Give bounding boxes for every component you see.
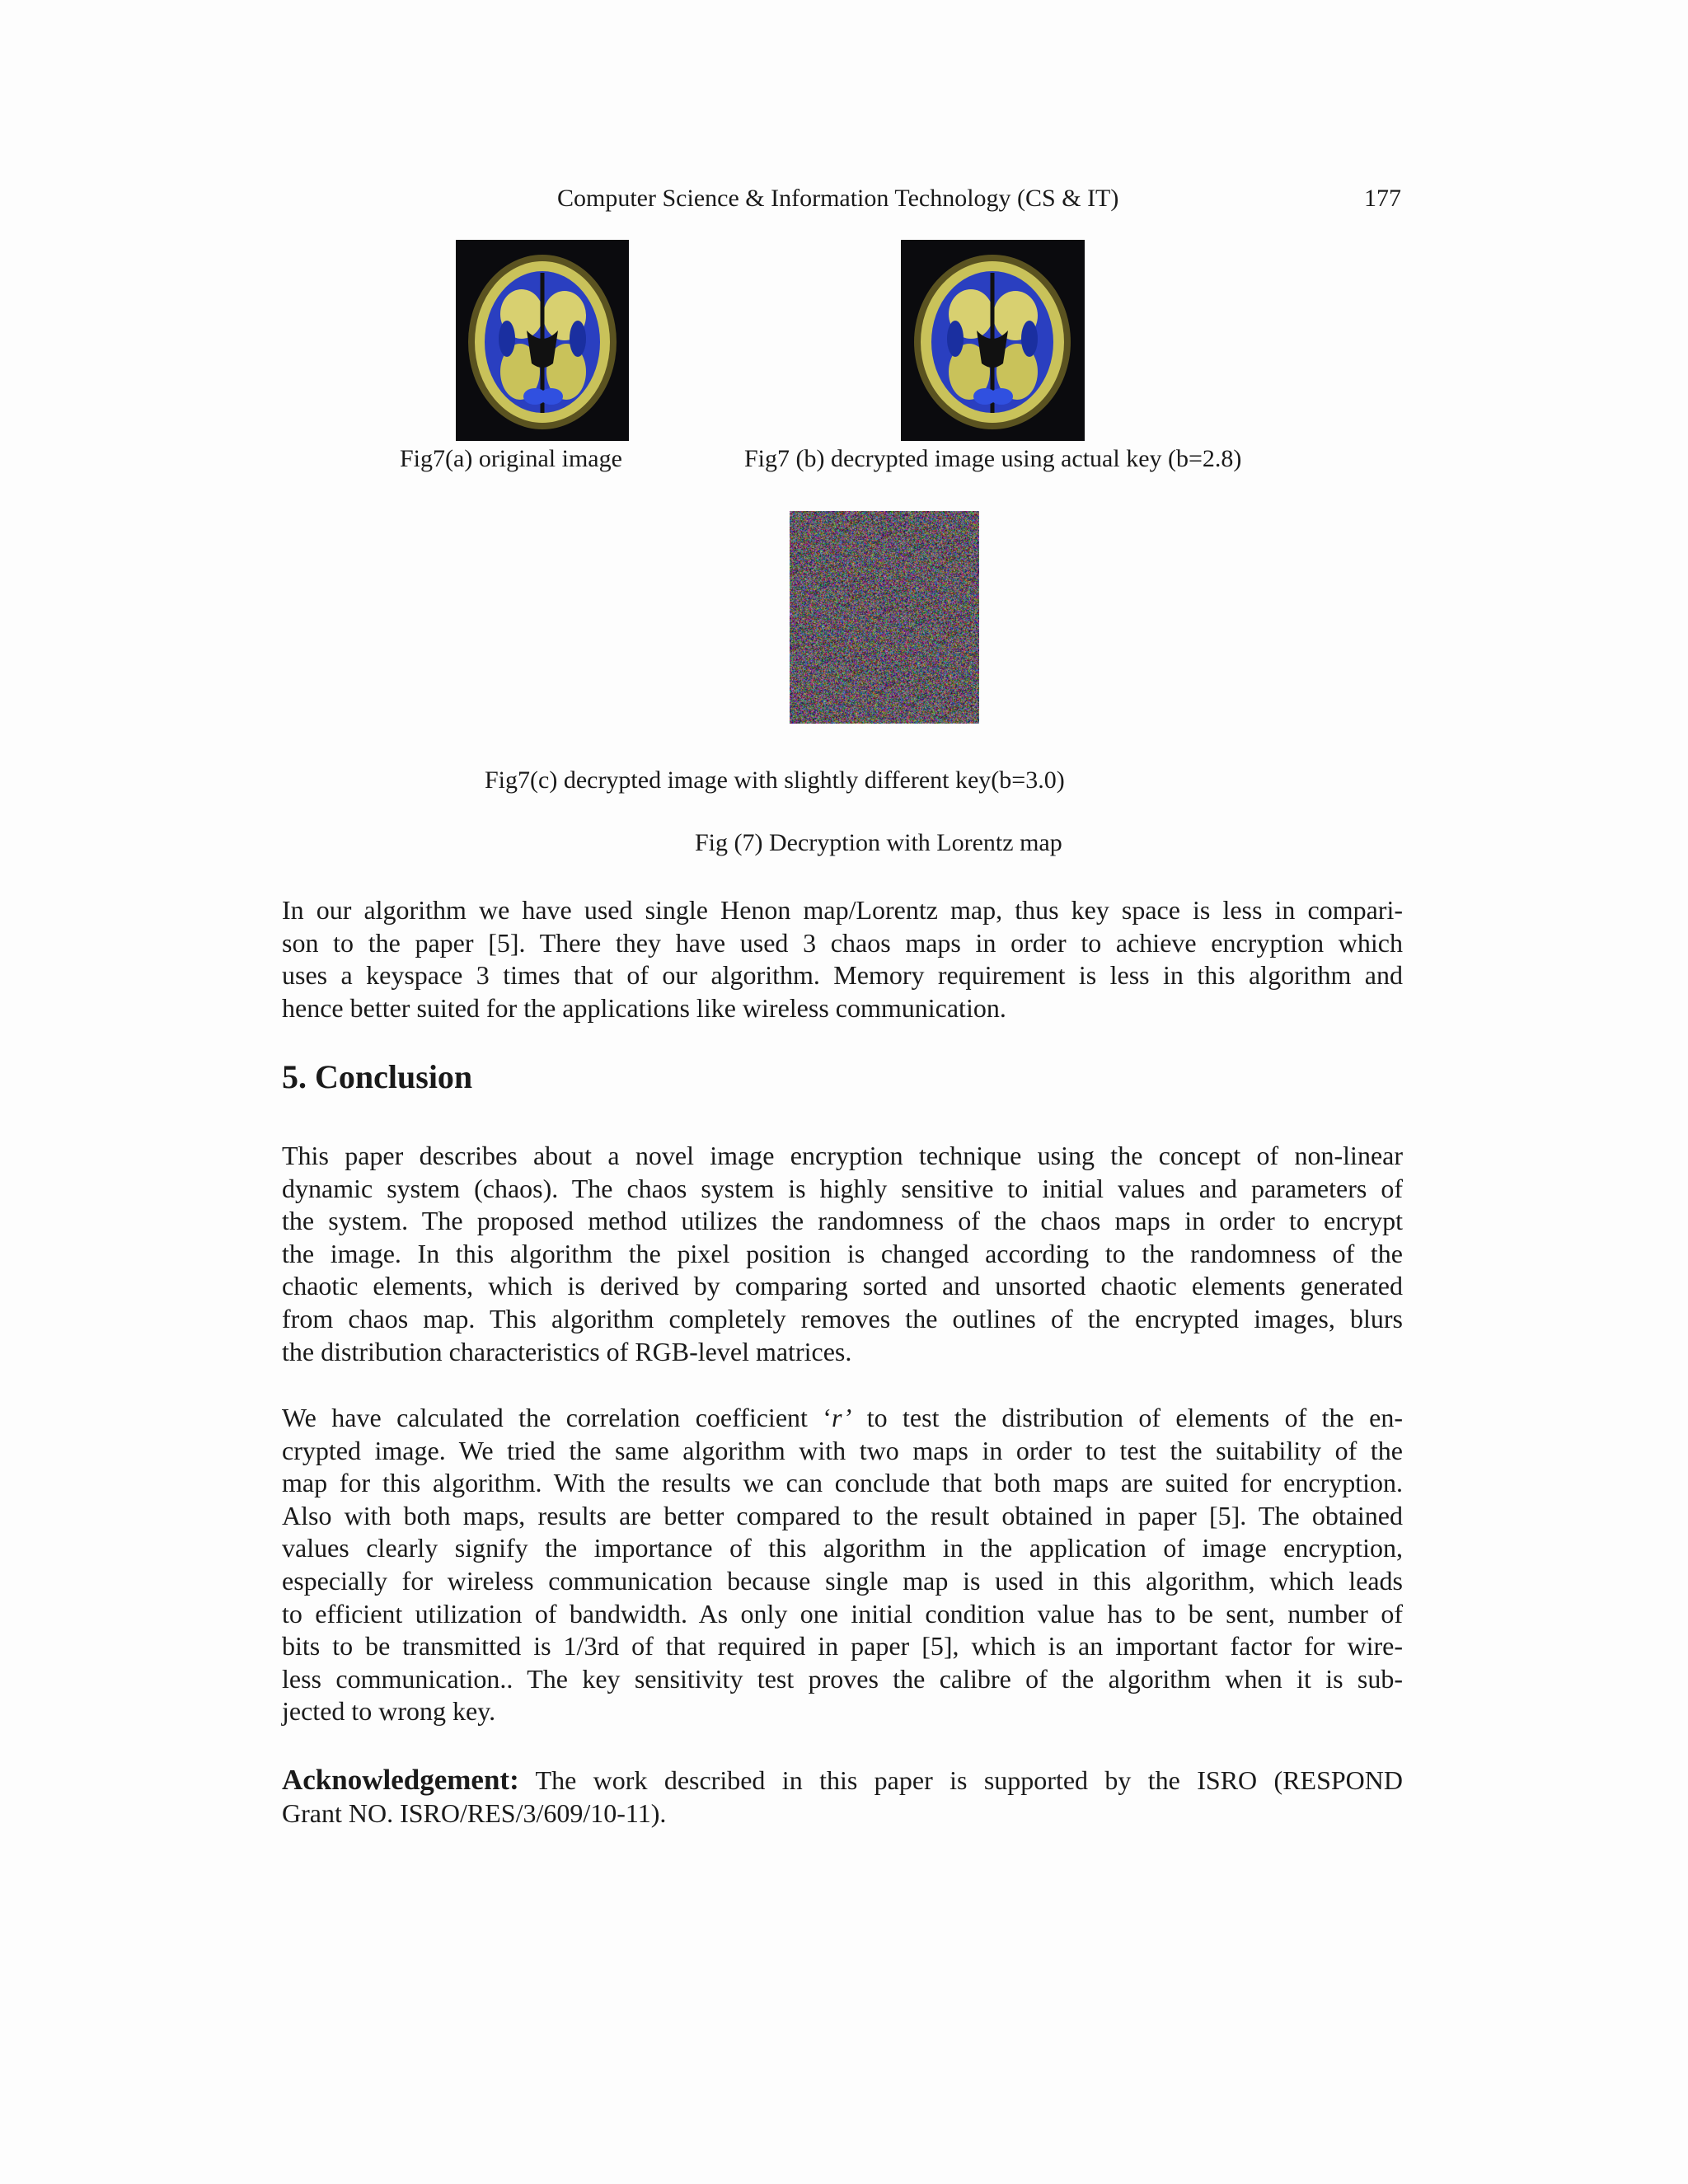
conclusion-paragraph-1 [282,1140,1403,1368]
section-heading: 5. Conclusion [282,1058,473,1095]
acknowledgement-heading: Acknowledgement: [282,1764,519,1796]
paragraph-line: hence better suited for the applications like wireless communication. [282,992,1006,1023]
line-text: We have calculated the correlation coefficient ‘ [282,1403,832,1432]
paragraph-line: map for this algorithm. With the results we can conclude that both maps are suited for encryption. [282,1468,1403,1498]
paragraph-line: Also with both maps, results are better compared to the result obtained in paper [5]. The obtained [282,1500,1403,1530]
paragraph-line: crypted image. We tried the same algorithm with two maps in order to test the suitability of the [282,1435,1403,1465]
fig7b-caption: Fig7 (b) decrypted image using actual key (b=2.8) [744,445,1242,472]
paragraph-line: the distribution characteristics of RGB-level matrices. [282,1336,852,1366]
paragraph-line: uses a keyspace 3 times that of our algorithm. Memory requirement is less in this algorithm and [282,960,1403,991]
conclusion-paragraph-2 [282,1402,1403,1728]
line-text: to test the distribution of elements of the en- [851,1403,1404,1432]
paragraph-line: to efficient utilization of bandwidth. As only one initial condition value has to be sent, number of [282,1598,1403,1629]
paragraph-line: dynamic system (chaos). The chaos system is highly sensitive to initial values and parameters of [282,1173,1403,1203]
paragraph-line: especially for wireless communication because single map is used in this algorithm, which leads [282,1565,1403,1596]
paragraph-line: the image. In this algorithm the pixel position is changed according to the randomness of the [282,1238,1403,1268]
variable-r: r’ [832,1403,852,1432]
paragraph-line: less communication.. The key sensitivity test proves the calibre of the algorithm when it is sub- [282,1663,1403,1694]
acknowledgement-paragraph [282,1764,1403,1830]
paragraph-line: son to the paper [5]. There they have used 3 chaos maps in order to achieve encryption which [282,927,1403,958]
paragraph-line: This paper describes about a novel image encryption technique using the concept of non-linear [282,1141,1403,1170]
paragraph-line: jected to wrong key. [282,1696,496,1727]
fig7c-caption: Fig7(c) decrypted image with slightly different key(b=3.0) [485,766,1065,794]
fig7-caption: Fig (7) Decryption with Lorentz map [695,829,1062,856]
paragraph-line: chaotic elements, which is derived by comparing sorted and unsorted chaotic elements generated [282,1271,1403,1301]
paragraph-line: from chaos map. This algorithm completely removes the outlines of the encrypted images, blurs [282,1303,1403,1333]
page-number: 177 [1364,185,1401,212]
paragraph-line [282,1764,1403,1797]
algorithm-paragraph [282,894,1403,1024]
paragraph-line: bits to be transmitted is 1/3rd of that required in paper [5], which is an important factor for wire- [282,1631,1403,1661]
paragraph-line: Grant NO. ISRO/RES/3/609/10-11). [282,1797,667,1828]
brain-mri-original-image [456,240,629,441]
running-head: Computer Science & Information Technology (CS & IT) [557,185,1119,212]
paragraph-line: the system. The proposed method utilizes the randomness of the chaos maps in order to encrypt [282,1206,1403,1236]
paragraph-line: In our algorithm we have used single Henon map/Lorentz map, thus key space is less in compari- [282,895,1403,925]
brain-mri-decrypted-image [901,240,1085,441]
paragraph-line [282,1402,1403,1435]
paragraph-line: values clearly signify the importance of this algorithm in the application of image encryption, [282,1533,1403,1563]
noise-decrypted-image [790,511,979,724]
line-text: The work described in this paper is supported by the ISRO (RESPOND [518,1765,1403,1795]
fig7a-caption: Fig7(a) original image [400,445,622,472]
